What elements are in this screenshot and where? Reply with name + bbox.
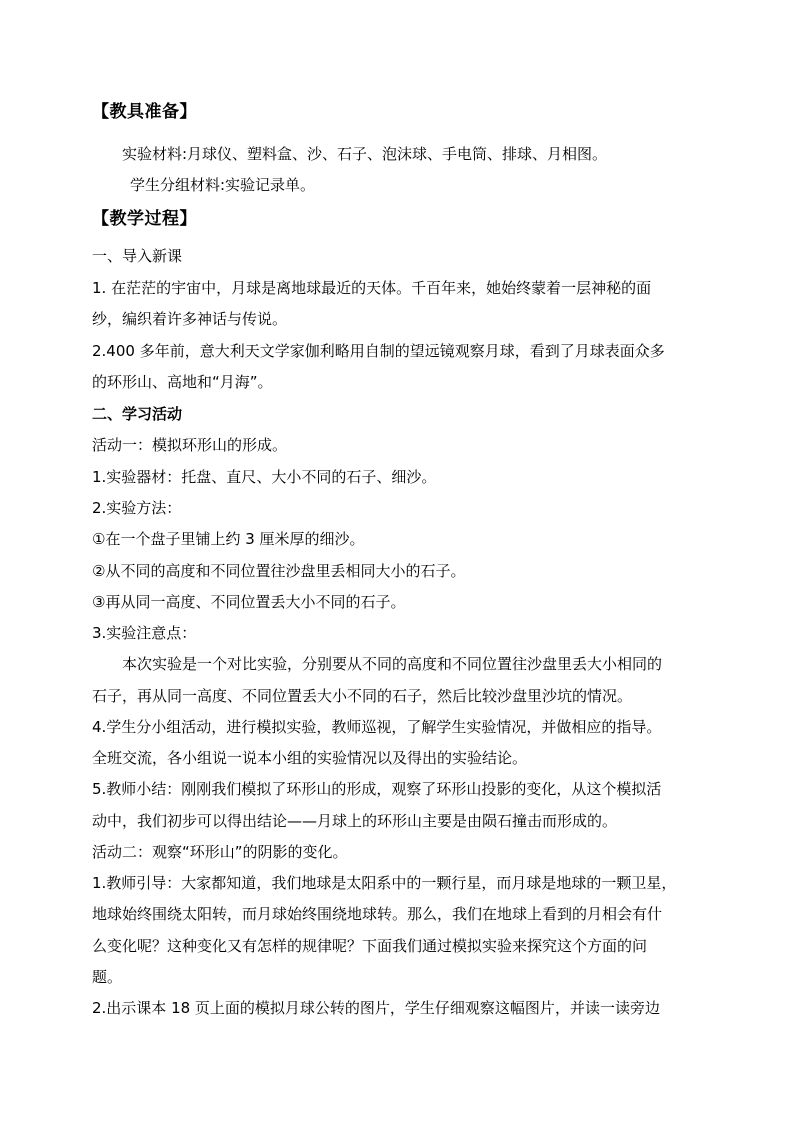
experiment-materials: 实验材料:月球仪、塑料盒、沙、石子、泡沫球、手电筒、排球、月相图。	[122, 145, 608, 163]
intro-paragraph-1-line-1: 1. 在茫茫的宇宙中，月球是离地球最近的天体。千百年来，她始终蒙着一层神秘的面	[92, 279, 652, 297]
activity-2-guide-line-2: 地球始终围绕太阳转，而月球始终围绕地球转。那么，我们在地球上看到的月相会有什	[92, 905, 663, 923]
intro-paragraph-2-line-1: 2.400 多年前，意大利天文学家伽利略用自制的望远镜观察月球，看到了月球表面众多	[92, 342, 665, 360]
intro-title: 一、导入新课	[92, 247, 183, 265]
activity-1-title: 活动一：模拟环形山的形成。	[92, 436, 288, 454]
activity-1-step-1: ①在一个盘子里铺上约 3 厘米厚的细沙。	[92, 530, 365, 548]
activity-1-notes-line-1: 本次实验是一个对比实验，分别要从不同的高度和不同位置往沙盘里丢大小相同的	[122, 655, 663, 673]
activity-2-guide-line-3: 么变化呢？这种变化又有怎样的规律呢？下面我们通过模拟实验来探究这个方面的问	[92, 937, 648, 955]
activity-2-guide-line-4: 题。	[92, 968, 123, 986]
activity-1-method: 2.实验方法：	[92, 499, 182, 517]
activity-1-group-line-1: 4.学生分小组活动，进行模拟实验，教师巡视，了解学生实验情况，并做相应的指导。	[92, 718, 662, 736]
process-heading: 【教学过程】	[92, 209, 197, 229]
activity-1-notes-title: 3.实验注意点：	[92, 624, 197, 642]
activity-1-notes-line-2: 石子，再从同一高度、不同位置丢大小不同的石子，然后比较沙盘里沙坑的情况。	[92, 687, 633, 705]
activity-1-step-2: ②从不同的高度和不同位置往沙盘里丢相同大小的石子。	[92, 562, 466, 580]
materials-heading: 【教具准备】	[92, 102, 197, 122]
group-materials: 学生分组材料:实验记录单。	[130, 176, 316, 194]
intro-paragraph-2-line-2: 的环形山、高地和“月海”。	[92, 373, 273, 391]
activity-1-group-line-2: 全班交流，各小组说一说本小组的实验情况以及得出的实验结论。	[92, 749, 528, 767]
activity-1-equipment: 1.实验器材：托盘、直尺、大小不同的石子、细沙。	[92, 468, 437, 486]
activity-2-guide-line-1: 1.教师引导：大家都知道，我们地球是太阳系中的一颗行星，而月球是地球的一颗卫星，	[92, 874, 677, 892]
activity-1-summary-line-1: 5.教师小结：刚刚我们模拟了环形山的形成，观察了环形山投影的变化，从这个模拟活	[92, 780, 662, 798]
intro-paragraph-1-line-2: 纱，编织着许多神话与传说。	[92, 310, 288, 328]
activity-1-step-3: ③再从同一高度、不同位置丢大小不同的石子。	[92, 593, 406, 611]
activity-2-title: 活动二：观察“环形山”的阴影的变化。	[92, 843, 348, 861]
activity-1-summary-line-2: 动中，我们初步可以得出结论——月球上的环形山主要是由陨石撞击而形成的。	[92, 812, 618, 830]
activity-2-show-line-1: 2.出示课本 18 页上面的模拟月球公转的图片，学生仔细观察这幅图片，并读一读旁边	[92, 999, 660, 1017]
learning-activities-title: 二、学习活动	[92, 405, 183, 423]
